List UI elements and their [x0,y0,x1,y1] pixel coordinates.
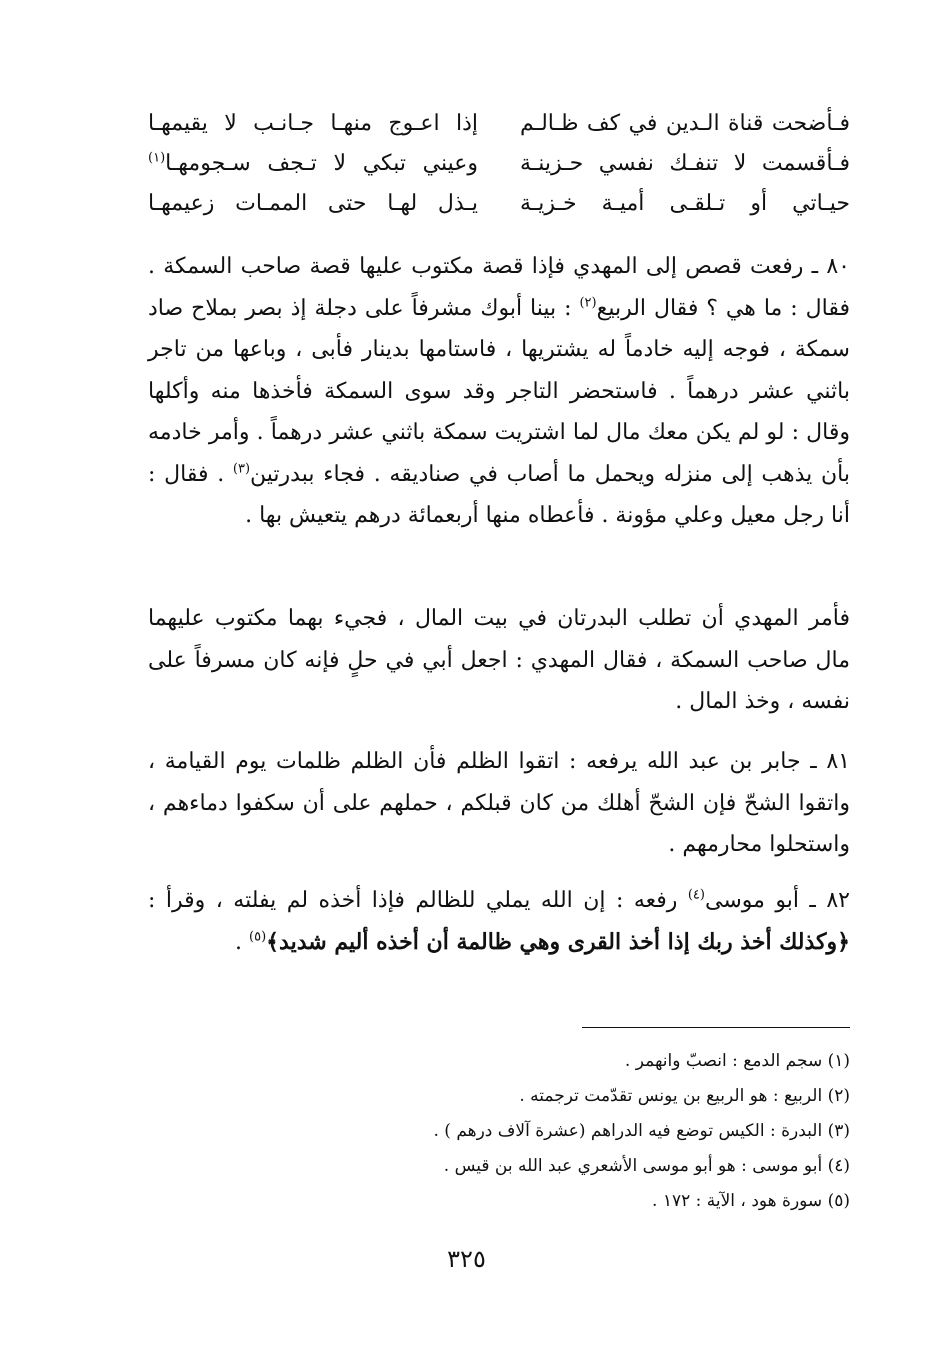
quran-quote: ﴿وكذلك أخذ ربك إذا أخذ القرى وهي ظالمة أن أخذه أليم شديد﴾ [266,928,850,955]
verse-second-hemistich: إذا اعـوج منهـا جـانـب لا يقيمهـا [148,111,478,136]
verse-line [148,104,850,144]
paragraph-82: ٨٢ ـ أبو موسى$^{(٤)}$ رفعه : إن الله يملي للظالم فإذا أخذه لم يفلته ، وقرأ : ﴿وكذلك أخذ ربك إذا أخذ القرى وهي ظالمة أن أخذه أليم شديد﴾$^{(٥)}$ . [148,887,850,955]
verse-first-hemistich: فـأقسمت لا تنفـك نفسي حـزينـة [520,151,850,176]
poem-verses [148,104,850,224]
footnote-5: (٥) سورة هود ، الآية : ١٧٢ . [652,1191,850,1211]
footnote-3: (٣) البدرة : الكيس توضع فيه الدراهم (عشرة آلاف درهم ) . [433,1121,850,1141]
verse-first-hemistich: حيـاتي أو تـلقـى أميـة خـزيـة [520,191,850,216]
paragraph-80: ٨٠ ـ رفعت قصص إلى المهدي فإذا قصة مكتوب عليها قصة صاحب السمكة . فقال : ما هي ؟ فقال الربيع$^{(٢)}$ : بينا أبوك مشرفاً على دجلة إذ بصر بملاح صاد سمكة ، فوجه إليه خادماً له يشتريها ، فاستامها بدينار فأبى ، وباعها من تاجر باثني عشر درهماً . فاستحضر التاجر وقد سوى السمكة فأخذها منه وأكلها وقال : لو لم يكن معك مال لما اشتريت سمكة باثني عشر درهماً . وأمر خادمه بأن يذهب إلى منزله ويحمل ما أصاب في صناديقه . فجاء ببدرتين$^{(٣)}$ . فقال : أنا رجل معيل وعلي مؤونة . فأعطاه منها أربعمائة درهم يتعيش بها . [148,254,851,528]
footnote-ref: (٢) [579,295,597,311]
footnotes [360,1044,850,1219]
footnote-4: (٤) أبو موسى : هو أبو موسى الأشعري عبد الله بن قيس . [443,1156,850,1176]
verse-first-hemistich: فـأضحت قناة الـدين في كف ظـالـم [520,111,850,136]
verse-second-hemistich: وعيني تبكي لا تـجف سـجومهـا$^{(١)}$ [148,150,478,176]
footnote-2: (٢) الربيع : هو الربيع بن يونس تقدّمت ترجمته . [519,1086,850,1106]
footnote-separator [582,1027,850,1028]
page-number: ٣٢٥ [447,1245,486,1273]
verse-second-hemistich: يـذل لهـا حتى الممـات زعيمهـا [148,191,478,216]
paragraph-81: ٨١ ـ جابر بن عبد الله يرفعه : اتقوا الظلم فأن الظلم ظلمات يوم القيامة ، واتقوا الشحّ فإن الشحّ أهلك من كان قبلكم ، حملهم على أن سكفوا دماءهم ، واستحلوا محارمهم . [148,749,850,857]
paragraph-80-continued: فأمر المهدي أن تطلب البدرتان في بيت المال ، فجيء بهما مكتوب عليهما مال صاحب السمكة ، فقال المهدي : اجعل أبي في حلٍ فإنه كان مسرفاً على نفسه ، وخذ المال . [148,606,850,714]
footnote-ref: (١) [148,150,166,166]
footnote-1: (١) سجم الدمع : انصبّ وانهمر . [624,1051,850,1071]
footnote-ref: (٣) [232,461,251,477]
verse-line [148,144,850,184]
footnote-ref: (٥) [249,929,267,945]
verse-line [148,184,850,224]
footnote-ref: (٤) [687,887,705,903]
